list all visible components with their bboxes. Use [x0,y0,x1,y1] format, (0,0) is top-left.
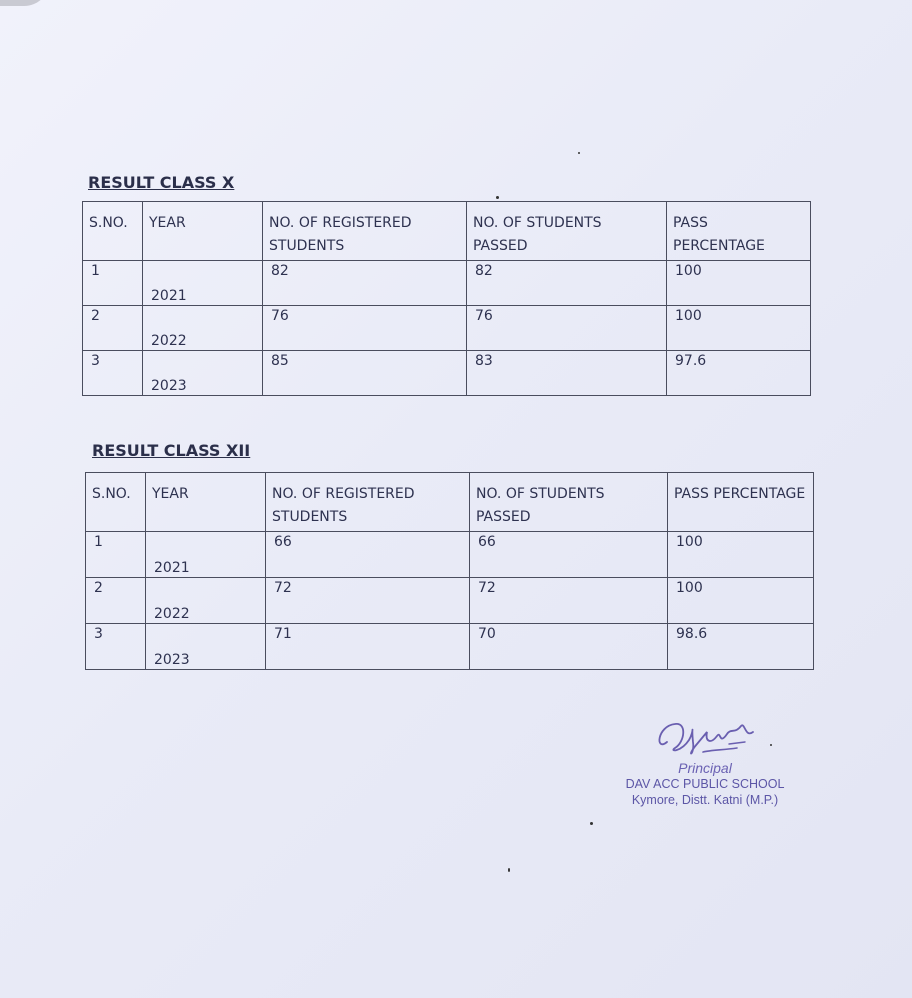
sno-value: 2 [91,308,100,324]
paper-speck [590,822,593,825]
cell-percentage [667,351,811,396]
cell-registered [263,351,467,396]
registered-value: 76 [271,308,289,324]
cell-sno [83,306,143,351]
table-row [83,351,811,396]
principal-label: Principal [678,760,732,776]
cell-year [143,306,263,351]
school-address: Kymore, Distt. Katni (M.P.) [631,793,779,807]
cell-registered [263,306,467,351]
table-row [86,624,814,670]
passed-value: 82 [475,263,493,279]
header-year: YEAR [143,202,263,261]
sno-value: 2 [94,580,103,596]
cell-percentage [668,624,814,670]
table-row [83,306,811,351]
cell-year [143,351,263,396]
class-x-title: RESULT CLASS X [88,173,235,192]
school-name: DAV ACC PUBLIC SCHOOL [625,777,785,791]
cell-passed [470,624,668,670]
percentage-value: 100 [676,580,703,596]
year-value: 2022 [154,606,190,622]
registered-value: 72 [274,580,292,596]
cell-sno [86,532,146,578]
sno-value: 3 [94,626,103,642]
cell-year [146,532,266,578]
header-passed: NO. OF STUDENTS PASSED [470,473,668,532]
percentage-value: 97.6 [675,353,707,369]
cell-passed [467,261,667,306]
paper-speck [496,196,499,199]
class-x-table [82,201,811,396]
percentage-value: 100 [676,534,703,550]
passed-value: 70 [478,626,496,642]
percentage-value: 100 [675,263,702,279]
class-xii-title: RESULT CLASS XII [92,441,251,460]
percentage-value: 98.6 [676,626,708,642]
cell-passed [467,306,667,351]
percentage-value: 100 [675,308,702,324]
cell-percentage [668,578,814,624]
header-year: YEAR [146,473,266,532]
cell-percentage [667,261,811,306]
paper-speck [578,152,580,154]
cell-sno [83,351,143,396]
year-value: 2023 [151,378,187,394]
header-registered: NO. OF REGISTERED STUDENTS [266,473,470,532]
table-row [83,261,811,306]
header-percentage: PASS PERCENTAGE [668,473,814,532]
class-xii-table [85,472,814,670]
table-header-row [83,202,811,261]
paper-corner-shadow [0,0,50,6]
year-value: 2021 [151,288,187,304]
header-percentage: PASS PERCENTAGE [667,202,811,261]
cell-year [146,624,266,670]
passed-value: 72 [478,580,496,596]
passed-value: 83 [475,353,493,369]
header-passed: NO. OF STUDENTS PASSED [467,202,667,261]
cell-passed [470,532,668,578]
header-sno: S.NO. [83,202,143,261]
cell-sno [86,578,146,624]
cell-registered [263,261,467,306]
passed-value: 66 [478,534,496,550]
registered-value: 66 [274,534,292,550]
registered-value: 85 [271,353,289,369]
table-row [86,532,814,578]
cell-sno [86,624,146,670]
sno-value: 1 [94,534,103,550]
cell-percentage [667,306,811,351]
paper-speck [770,744,772,746]
cell-percentage [668,532,814,578]
year-value: 2021 [154,560,190,576]
sno-value: 1 [91,263,100,279]
paper-speck [508,868,510,872]
registered-value: 71 [274,626,292,642]
passed-value: 76 [475,308,493,324]
header-sno: S.NO. [86,473,146,532]
cell-passed [470,578,668,624]
header-registered: NO. OF REGISTERED STUDENTS [263,202,467,261]
cell-registered [266,532,470,578]
principal-signature-stamp [600,712,810,808]
cell-passed [467,351,667,396]
year-value: 2023 [154,652,190,668]
table-header-row [86,473,814,532]
cell-year [146,578,266,624]
registered-value: 82 [271,263,289,279]
cell-sno [83,261,143,306]
cell-registered [266,624,470,670]
cell-year [143,261,263,306]
sno-value: 3 [91,353,100,369]
signature-scribble [645,712,765,764]
cell-registered [266,578,470,624]
year-value: 2022 [151,333,187,349]
table-row [86,578,814,624]
